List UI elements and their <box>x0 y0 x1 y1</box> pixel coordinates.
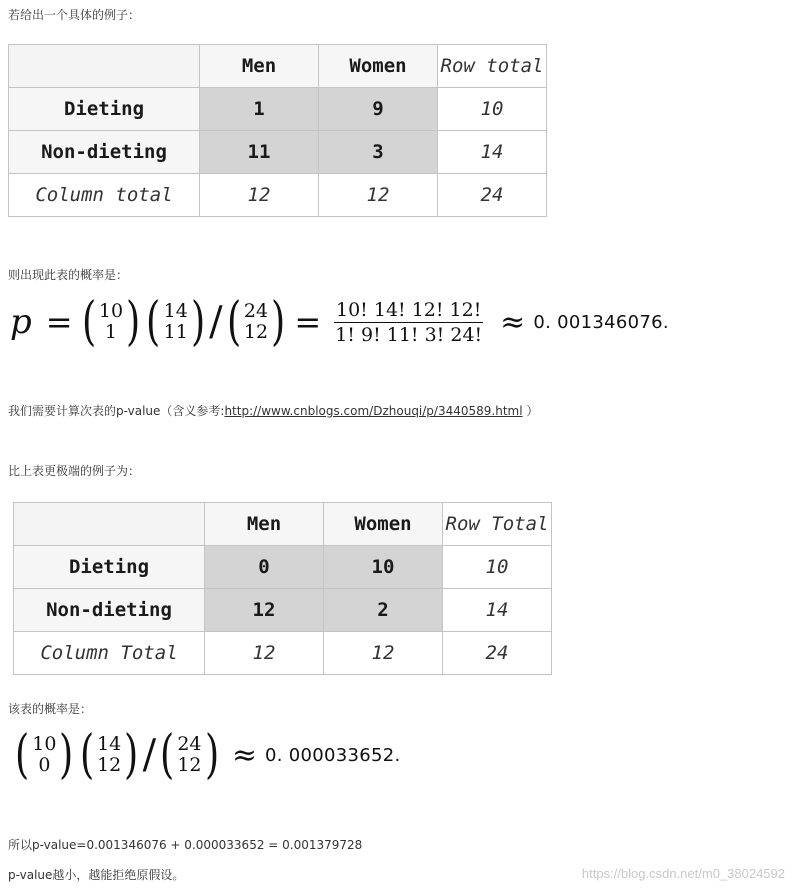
cell-non-dieting-total: 14 <box>443 589 552 632</box>
probability-2-intro-text: 该表的概率是： <box>8 702 93 716</box>
formula-variable: p <box>10 302 32 342</box>
table-row <box>9 88 547 131</box>
cell-total-men: 12 <box>205 632 324 675</box>
binom-bottom: 11 <box>163 321 188 343</box>
cell-non-dieting-men: 11 <box>200 131 319 174</box>
formula-equals: = <box>45 303 73 341</box>
watermark: https://blog.csdn.net/m0_38024592 <box>581 866 785 881</box>
table-header-row <box>14 503 552 546</box>
contingency-table-2 <box>13 502 552 675</box>
formula-equals: = <box>294 303 322 341</box>
header-women: Women <box>324 503 443 546</box>
cell-grand-total: 24 <box>438 174 547 217</box>
row-label-non-dieting: Non-dieting <box>9 131 200 174</box>
header-men: Men <box>200 45 319 88</box>
table-row <box>14 546 552 589</box>
probability-intro-text: 则出现此表的概率是： <box>8 268 129 282</box>
header-women: Women <box>319 45 438 88</box>
header-row-total: Row Total <box>443 503 552 546</box>
fraction-denominator: 1! 9! 11! 3! 24! <box>335 323 483 346</box>
pvalue-sum-text: 所以p-value=0.001346076 + 0.000033652 = 0.001379728 <box>8 838 363 852</box>
cell-non-dieting-men: 12 <box>205 589 324 632</box>
binom-bottom: 0 <box>38 754 51 776</box>
row-label-non-dieting: Non-dieting <box>14 589 205 632</box>
contingency-table-1 <box>8 44 547 217</box>
cell-dieting-total: 10 <box>443 546 552 589</box>
formula-result: 0. 000033652. <box>264 744 401 766</box>
binom-bottom: 12 <box>243 321 269 343</box>
binom-top: 14 <box>163 300 188 322</box>
row-label-column-total: Column Total <box>14 632 205 675</box>
cell-dieting-women: 10 <box>324 546 443 589</box>
cell-non-dieting-women: 2 <box>324 589 443 632</box>
binomial-14-11: ( 14 11 ) <box>146 292 206 352</box>
cell-grand-total: 24 <box>443 632 552 675</box>
row-label-dieting: Dieting <box>9 88 200 131</box>
binom-bottom: 12 <box>177 754 202 776</box>
extreme-example-intro-text: 比上表更极端的例子为： <box>8 464 141 478</box>
binomial-14-12: ( 14 12 ) <box>79 725 139 785</box>
row-label-column-total: Column total <box>9 174 200 217</box>
cell-dieting-men: 0 <box>205 546 324 589</box>
cell-total-men: 12 <box>200 174 319 217</box>
cell-total-women: 12 <box>324 632 443 675</box>
binom-top: 24 <box>177 733 202 755</box>
header-men: Men <box>205 503 324 546</box>
pvalue-suffix: ） <box>522 404 539 418</box>
binom-top: 10 <box>32 733 57 755</box>
formula-result: 0. 001346076. <box>533 311 669 333</box>
binom-bottom: 1 <box>104 321 118 343</box>
cell-dieting-women: 9 <box>319 88 438 131</box>
row-label-dieting: Dieting <box>14 546 205 589</box>
table-footer-row <box>9 174 547 217</box>
conclusion-text: p-value越小，越能拒绝原假设。 <box>8 868 185 882</box>
formula-slash: / <box>142 732 157 778</box>
table-row <box>14 589 552 632</box>
table-corner-cell <box>9 45 200 88</box>
intro-text: 若给出一个具体的例子： <box>8 8 141 22</box>
binom-bottom: 12 <box>97 754 122 776</box>
reference-link[interactable]: http://www.cnblogs.com/Dzhouqi/p/3440589.html <box>224 404 523 418</box>
pvalue-prefix: 我们需要计算次表的p-value（含义参考: <box>8 404 225 418</box>
table-row <box>9 131 547 174</box>
binomial-10-1: ( 10 1 ) <box>81 292 141 352</box>
cell-non-dieting-women: 3 <box>319 131 438 174</box>
table-footer-row <box>14 632 552 675</box>
pvalue-reference-text <box>8 403 538 419</box>
binom-top: 14 <box>97 733 122 755</box>
cell-dieting-total: 10 <box>438 88 547 131</box>
header-row-total: Row total <box>438 45 547 88</box>
binom-top: 10 <box>98 300 124 322</box>
probability-formula-2 <box>12 726 401 784</box>
probability-formula-1 <box>10 294 669 350</box>
binomial-10-0: ( 10 0 ) <box>15 725 74 785</box>
binom-top: 24 <box>243 300 269 322</box>
formula-approx: ≈ <box>500 304 526 340</box>
cell-dieting-men: 1 <box>200 88 319 131</box>
fraction-numerator: 10! 14! 12! 12! <box>336 298 482 321</box>
table-header-row <box>9 45 547 88</box>
factorial-fraction <box>333 299 484 346</box>
cell-non-dieting-total: 14 <box>438 131 547 174</box>
binomial-24-12: ( 24 12 ) <box>160 725 219 785</box>
cell-total-women: 12 <box>319 174 438 217</box>
formula-slash: / <box>209 299 223 345</box>
table-corner-cell <box>14 503 205 546</box>
binomial-24-12: ( 24 12 ) <box>226 292 286 352</box>
formula-approx: ≈ <box>231 737 257 773</box>
